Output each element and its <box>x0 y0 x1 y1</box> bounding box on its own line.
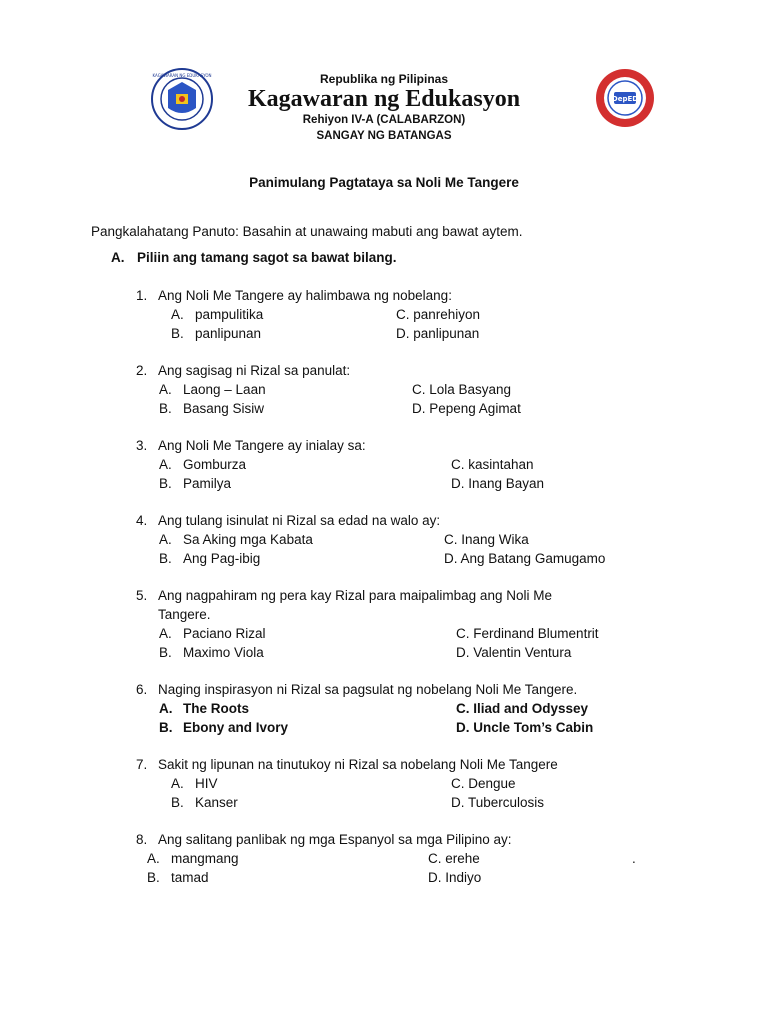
option-text: C. Inang Wika <box>444 532 529 547</box>
option-b <box>171 326 261 341</box>
question-8 <box>136 832 511 847</box>
option-letter: A. <box>171 307 184 322</box>
option-text: pampulitika <box>195 307 264 322</box>
question-number: 2. <box>136 363 148 378</box>
option-d <box>396 326 479 341</box>
question-text: Ang tulang isinulat ni Rizal sa edad na walo ay: <box>158 513 441 528</box>
option-a <box>147 851 239 866</box>
option-a <box>159 382 266 397</box>
option-d <box>428 870 481 885</box>
option-text: Kanser <box>195 795 238 810</box>
question-number: 3. <box>136 438 148 453</box>
svg-text:DepED: DepED <box>611 95 639 103</box>
option-a <box>171 776 218 791</box>
question-text: Ang Noli Me Tangere ay inialay sa: <box>158 438 366 453</box>
option-text: D. Ang Batang Gamugamo <box>444 551 606 566</box>
question-number: 7. <box>136 757 148 772</box>
question-text-continued: Tangere. <box>158 607 211 622</box>
option-letter: B. <box>171 795 184 810</box>
option-text: Paciano Rizal <box>183 626 266 641</box>
option-letter: A. <box>159 701 173 716</box>
option-c <box>451 457 534 472</box>
section-letter: A. <box>111 250 125 265</box>
option-text: Pamilya <box>183 476 232 491</box>
question-text: Ang nagpahiram ng pera kay Rizal para maipalimbag ang Noli Me <box>158 588 552 603</box>
option-letter: B. <box>159 476 172 491</box>
question-text: Naging inspirasyon ni Rizal sa pagsulat ng nobelang Noli Me Tangere. <box>158 682 578 697</box>
option-letter: A. <box>159 626 172 641</box>
option-text: D. Uncle Tom’s Cabin <box>456 720 594 735</box>
option-text: C. kasintahan <box>451 457 534 472</box>
option-a <box>159 457 246 472</box>
question-3 <box>136 438 366 453</box>
option-text: C. panrehiyon <box>396 307 481 322</box>
option-b <box>159 720 288 735</box>
option-text: D. panlipunan <box>396 326 480 341</box>
option-a <box>159 626 266 641</box>
option-text: Sa Aking mga Kabata <box>183 532 313 547</box>
question-number: 8. <box>136 832 148 847</box>
question-6 <box>136 682 577 697</box>
option-b <box>159 476 231 491</box>
question-number: 5. <box>136 588 148 603</box>
option-text: D. Inang Bayan <box>451 476 545 491</box>
option-text: Basang Sisiw <box>183 401 265 416</box>
option-d <box>412 401 521 416</box>
region-label: Rehiyon IV-A (CALABARZON) <box>302 114 466 126</box>
option-text: C. Lola Basyang <box>412 382 512 397</box>
option-c <box>451 776 516 791</box>
general-instructions: Pangkalahatang Panuto: Basahin at unawaing mabuti ang bawat aytem. <box>91 224 523 239</box>
question-text: Sakit ng lipunan na tinutukoy ni Rizal sa nobelang Noli Me Tangere <box>158 757 558 772</box>
option-b <box>159 551 260 566</box>
option-b <box>147 870 209 885</box>
option-letter: A. <box>171 776 184 791</box>
option-c <box>444 532 529 547</box>
option-text: Gomburza <box>183 457 247 472</box>
option-letter: A. <box>159 457 172 472</box>
question-4 <box>136 513 440 528</box>
option-text: HIV <box>195 776 218 791</box>
option-letter: A. <box>159 532 172 547</box>
option-letter: B. <box>159 645 172 660</box>
question-number: 1. <box>136 288 148 303</box>
option-letter: B. <box>159 401 172 416</box>
option-text: tamad <box>171 870 209 885</box>
question-number: 4. <box>136 513 148 528</box>
question-1 <box>136 288 452 303</box>
option-text: D. Pepeng Agimat <box>412 401 521 416</box>
option-text: C. Ferdinand Blumentrit <box>456 626 599 641</box>
option-letter: B. <box>159 551 172 566</box>
option-text: Ang Pag-ibig <box>183 551 261 566</box>
question-text: Ang salitang panlibak ng mga Espanyol sa mga Pilipino ay: <box>158 832 512 847</box>
question-number: 6. <box>136 682 148 697</box>
option-c <box>456 626 599 641</box>
option-b <box>159 401 264 416</box>
option-c <box>456 701 588 716</box>
section-label: Piliin ang tamang sagot sa bawat bilang. <box>137 250 397 265</box>
option-a <box>171 307 263 322</box>
option-text: mangmang <box>171 851 239 866</box>
option-text: C. erehe <box>428 851 480 866</box>
option-letter: A. <box>147 851 160 866</box>
option-text: Laong – Laan <box>183 382 266 397</box>
option-text: D. Indiyo <box>428 870 482 885</box>
option-d <box>451 476 544 491</box>
department-name: Kagawaran ng Edukasyon <box>247 86 521 112</box>
option-text: Ebony and Ivory <box>183 720 289 735</box>
option-d <box>456 720 593 735</box>
option-text: C. Dengue <box>451 776 516 791</box>
option-d <box>451 795 544 810</box>
option-a <box>159 701 249 716</box>
question-2 <box>136 363 350 378</box>
option-c <box>396 307 480 322</box>
option-letter: B. <box>171 326 184 341</box>
question-text: Ang sagisag ni Rizal sa panulat: <box>158 363 351 378</box>
option-text: C. Iliad and Odyssey <box>456 701 589 716</box>
option-b <box>171 795 238 810</box>
question-7 <box>136 757 558 772</box>
option-d <box>444 551 605 566</box>
option-a <box>159 532 313 547</box>
option-b <box>159 645 264 660</box>
option-text: D. Tuberculosis <box>451 795 545 810</box>
option-text: Maximo Viola <box>183 645 264 660</box>
question-text: Ang Noli Me Tangere ay halimbawa ng nobelang: <box>158 288 452 303</box>
option-text: The Roots <box>183 701 249 716</box>
division-label: SANGAY NG BATANGAS <box>316 130 452 142</box>
test-title: Panimulang Pagtataya sa Noli Me Tangere <box>249 175 519 190</box>
section-heading <box>111 250 397 265</box>
republic-heading: Republika ng Pilipinas <box>319 72 449 86</box>
option-c <box>412 382 511 397</box>
trailing-mark: . <box>632 851 636 866</box>
seal-text: KAGAWARAN NG EDUKASYON <box>152 73 212 78</box>
option-letter: A. <box>159 382 172 397</box>
option-letter: B. <box>147 870 160 885</box>
option-c <box>428 851 480 866</box>
option-letter: B. <box>159 720 173 735</box>
option-text: panlipunan <box>195 326 262 341</box>
question-5 <box>136 588 552 603</box>
option-d <box>456 645 571 660</box>
option-text: D. Valentin Ventura <box>456 645 572 660</box>
